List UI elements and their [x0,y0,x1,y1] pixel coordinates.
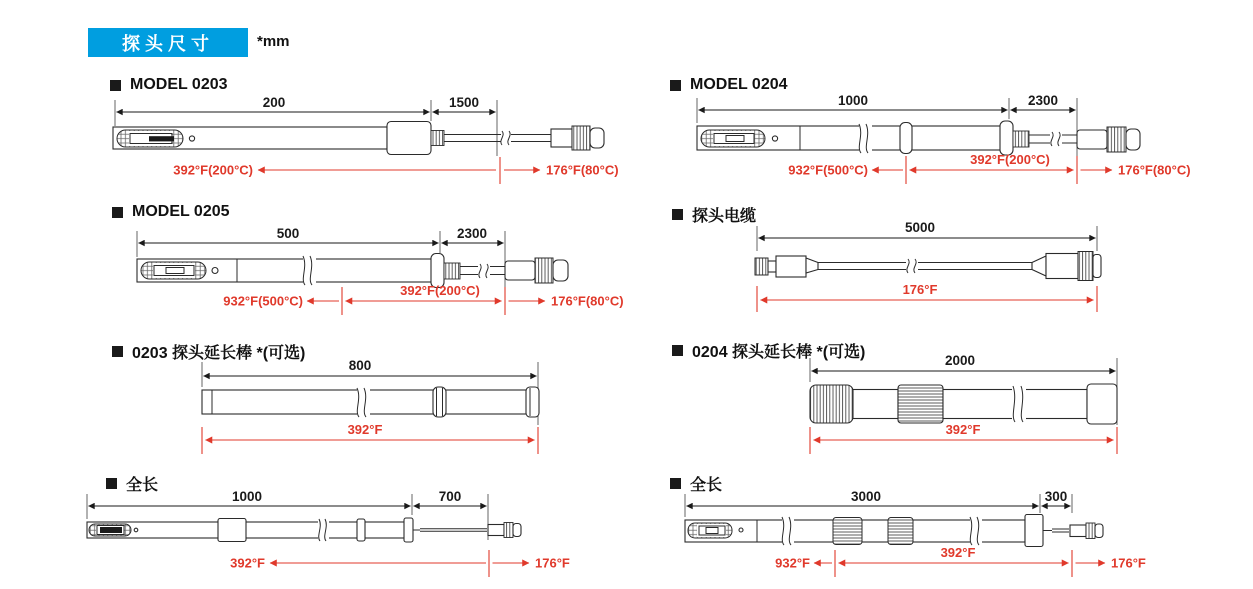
strain-relief [1013,131,1029,147]
temp-label: 392°F(200°C) [400,283,480,298]
plug-cap [553,260,568,281]
temp-label: 932°F(500°C) [788,162,868,178]
dim-label: 800 [348,358,372,373]
handle-connector [218,519,246,542]
plug-body [1070,525,1086,537]
temp-label: 932°F [775,555,810,571]
cable [818,263,1032,270]
temp-label: 392°F(200°C) [970,152,1050,167]
coupler-knurl [888,518,913,545]
plug-body [1046,254,1078,279]
cable-taper [806,258,818,273]
plug-cap [513,524,521,537]
plug-ring [768,261,776,272]
plug-cap [590,128,604,148]
vent-hole [134,528,138,532]
plug-knurl [1086,523,1095,539]
vent-hole [739,528,743,532]
plug-cap [1126,129,1140,150]
dim-label: 2300 [456,226,488,241]
dim-label: 1000 [231,489,263,504]
dim-label: 3000 [850,489,882,504]
panel-title-text: 全长 [126,477,159,494]
panel-full-length-0204 [685,489,1146,577]
plug-body [776,256,806,277]
coupler-knurl [898,385,943,423]
plug-knurl [535,258,553,283]
break-gap [859,125,872,152]
panel-title-text: 0203 探头延长棒 *(可选) [132,345,306,362]
cable-taper [1032,256,1046,276]
dim-label: 300 [1044,489,1068,504]
dim-label: 700 [438,489,462,504]
temp-label: 932°F(500°C) [223,293,303,309]
panel-title-text: 0204 探头延长棒 *(可选) [692,344,866,361]
panel-title-text: MODEL 0204 [690,76,788,93]
plug-knurl [504,523,513,538]
rod-section [853,390,898,419]
plug-body [551,129,572,147]
strain-relief [444,263,460,279]
plug-body [505,261,535,280]
collar-ring [433,387,446,417]
cable [420,529,487,531]
temp-label: 176°F(80°C) [551,293,624,309]
plug-cap [755,258,768,275]
dim-label: 2300 [1027,93,1059,108]
cable-break-mark [1051,132,1060,146]
collar-ring [357,519,365,541]
temp-label: 392°F [347,422,383,437]
plug-knurl [1107,127,1126,152]
dim-label: 5000 [904,220,936,235]
panel-title-text: 全长 [690,477,723,494]
temp-label: 176°F [902,282,938,297]
plug-knurl [1078,252,1093,281]
strain-relief [431,131,444,146]
panel-title-text: MODEL 0203 [130,76,228,93]
plug-cap [1095,524,1103,538]
end-collar [526,387,539,417]
dim-label: 500 [276,226,300,241]
vent-hole [189,136,194,141]
plug-cap [1093,255,1101,278]
plug-body [1077,130,1107,149]
cable-break-mark [479,264,488,278]
panel-model-0203 [113,95,619,184]
collar-ring [900,123,912,154]
dim-label: 2000 [944,353,976,368]
plug-body [488,525,504,536]
panel-model-0205 [137,226,624,315]
unit-note: *mm [257,33,290,50]
cable [460,267,505,275]
temp-label: 392°F [230,555,265,571]
end-flange [1000,121,1013,155]
dim-label: 1000 [837,93,869,108]
handle-connector [387,122,431,155]
temp-label: 392°F(200°C) [173,162,253,178]
end-block [1087,384,1117,424]
temp-label: 176°F(80°C) [1118,162,1191,178]
vent-hole [772,136,777,141]
temp-label: 176°F(80°C) [546,162,619,178]
end-block [1025,515,1043,547]
sensor-element [149,136,174,141]
temp-label: 392°F [940,545,976,560]
grip-knurl [810,385,853,423]
panel-title-text: MODEL 0205 [132,203,230,220]
dim-label: 200 [262,95,286,110]
panel-ext-rod-0203 [202,358,539,454]
end-flange [404,518,413,542]
temp-label: 176°F [535,555,570,571]
temp-label: 176°F [1111,555,1146,571]
break-gap [303,258,316,284]
panel-title-text: 探头电缆 [692,208,757,225]
panel-full-length-0203 [87,489,570,577]
panel-model-0204 [697,93,1191,184]
cable [444,135,551,142]
vent-hole [212,268,218,274]
sensor-element [100,527,122,533]
grip-knurl [833,518,862,545]
plug-knurl [572,126,590,150]
section-header-badge: 探头尺寸 [88,28,248,57]
panel-ext-rod-0204 [810,353,1117,454]
panel-probe-cable [755,220,1101,312]
cable-break-mark [907,259,916,273]
dim-label: 1500 [448,95,480,110]
cable-break-mark [501,131,510,145]
cable [1052,529,1069,532]
temp-label: 392°F [945,422,981,437]
break-gap [357,389,370,416]
